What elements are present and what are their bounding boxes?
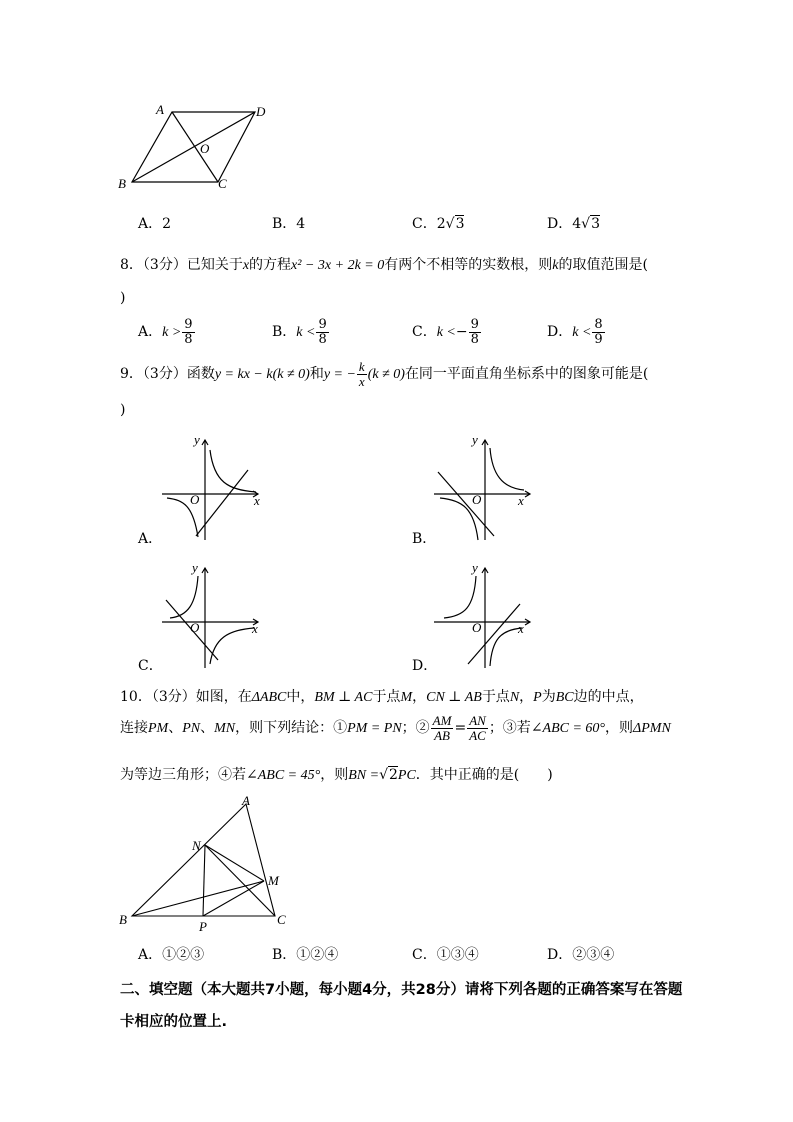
graph-label-8: y (472, 432, 478, 447)
graph-label-13: x (252, 621, 258, 636)
graph-label-6: O (190, 492, 200, 507)
graph-label-16: x (518, 621, 524, 636)
q7-label-a: A (156, 102, 164, 117)
q9-stem: 9．（3分）函数y = kx − k(k ≠ 0)和y = − $\frac{k}{x}$ (k ≠ 0)在同一平面直角坐标系中的图象可能是( (120, 359, 649, 389)
q7-option-a[interactable]: A．2 (138, 216, 172, 232)
q9-stem-close: ) (120, 402, 126, 418)
graph-label-22: C (277, 912, 286, 927)
q9-graph-b (430, 432, 540, 544)
q7-label-b: B (118, 176, 126, 191)
graph-label-20: B (119, 912, 127, 927)
q9-option-b[interactable]: B． (412, 531, 437, 547)
q8-option-a[interactable]: A．k > $\frac{9}{8}$ (138, 317, 193, 347)
graph-label-5: y (194, 432, 200, 447)
q10-option-a[interactable]: A．①②③ (138, 947, 205, 963)
q7-label-c: C (218, 176, 227, 191)
q9-graph-d (430, 560, 540, 672)
q7-label-d: D (256, 104, 266, 119)
graph-label-9: O (472, 492, 482, 507)
graph-label-7: x (254, 493, 260, 508)
graph-label-12: O (190, 620, 200, 635)
q8-option-b[interactable]: B．k < $\frac{9}{8}$ (272, 317, 327, 347)
graph-label-19: M (268, 873, 279, 888)
q10-option-b[interactable]: B．①②④ (272, 947, 339, 963)
graph-label-10: x (518, 493, 524, 508)
q9-option-d[interactable]: D． (412, 658, 438, 674)
q10-triangle-figure (112, 790, 302, 935)
q8-stem: 8．（3分）已知关于x的方程x² − 3x + 2k = 0有两个不相等的实数根，则k的取值范围是( (120, 257, 648, 273)
graph-label-18: N (192, 838, 201, 853)
q10-stem-line2: 连接PM、PN、MN，则下列结论：①PM = PN；② $\frac{AM}{AB}$ = $\frac{AN}{AC}$ ；③若∠ABC = 60°，则ΔPMN (120, 713, 671, 743)
graph-label-14: y (472, 560, 478, 575)
q7-label-o: O (200, 141, 210, 156)
q9-graph-a (158, 432, 268, 544)
q9-option-c[interactable]: C． (138, 658, 163, 674)
q10-stem-line3: 为等边三角形；④若∠ABC = 45°，则BN =√2PC．其中正确的是( ) (120, 767, 553, 783)
q8-option-d[interactable]: D．k < $\frac{8}{9}$ (547, 317, 603, 347)
graph-label-15: O (472, 620, 482, 635)
q10-option-c[interactable]: C．①③④ (412, 947, 479, 963)
section2-heading-line1: 二、填空题（本大题共7小题，每小题4分，共28分）请将下列各题的正确答案写在答题 (120, 982, 683, 998)
q7-option-b[interactable]: B．4 (272, 216, 306, 232)
q9-graph-c (158, 560, 268, 672)
q7-option-d[interactable]: D．4√3 (547, 216, 600, 232)
graph-label-11: y (192, 560, 198, 575)
q7-parallelogram-figure (110, 96, 280, 196)
section2-heading-line2: 卡相应的位置上. (120, 1014, 228, 1030)
q10-stem-line1: 10．（3分）如图，在ΔABC中，BM ⊥ AC于点M，CN ⊥ AB于点N，P为BC边的中点， (120, 689, 644, 705)
q8-stem-close: ) (120, 290, 126, 306)
graph-label-21: P (199, 919, 207, 934)
q10-option-d[interactable]: D．②③④ (547, 947, 615, 963)
graph-label-17: A (242, 793, 250, 808)
q9-option-a[interactable]: A． (138, 531, 163, 547)
q8-option-c[interactable]: C．k <− $\frac{9}{8}$ (412, 317, 479, 347)
q7-option-c[interactable]: C．2√3 (412, 216, 465, 232)
